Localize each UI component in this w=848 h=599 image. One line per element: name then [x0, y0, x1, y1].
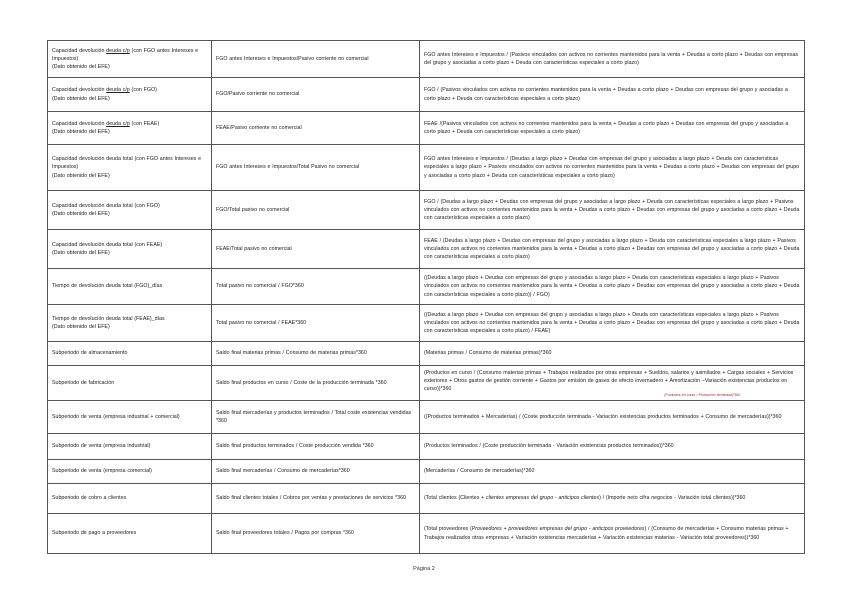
formula-cell [420, 191, 805, 230]
formula-cell [420, 230, 805, 269]
table-row [48, 230, 805, 269]
indicator-name-cell [48, 269, 212, 305]
indicator-name: Capacidad devolución deuda total (con FGO antes Intereses e Impuestos) [52, 156, 202, 171]
data-source-note: (Dato obtenido del EFE) [52, 250, 110, 256]
indicator-name-cell [48, 305, 212, 342]
formula-cell [420, 366, 805, 401]
table-row [48, 342, 805, 366]
indicator-name-cell [48, 112, 212, 145]
definition-cell: Total pasivo no comercial / FGO*360 [212, 269, 420, 305]
formula-text: ((Productos terminados + Mercaderías) / (Coste producción terminada - Variación existencias productos terminados + Consumo de mercaderías))*360 [424, 413, 782, 420]
formula-cell [420, 145, 805, 191]
formula-cell [420, 78, 805, 112]
formula-cell [420, 484, 805, 514]
indicator-name-underlined: deuda c/p [106, 120, 130, 127]
indicator-name: Tiempo de devolución deuda total (FGO)_días [52, 283, 163, 290]
indicator-name-cell [48, 366, 212, 401]
indicator-name: Capacidad devolución [52, 120, 107, 127]
indicator-name-cell [48, 41, 212, 78]
definition-cell: Saldo final clientes totales / Cobros por ventas y prestaciones de servicios *360 [212, 484, 420, 514]
indicator-name-cell [48, 145, 212, 191]
definition-cell: Saldo final productos terminados / Coste producción vendida *360 [212, 434, 420, 460]
formula-text: (Total clientes (Clientes + [424, 495, 486, 502]
indicator-name-cell [48, 78, 212, 112]
data-source-note: (Dato obtenido del EFE) [52, 324, 110, 330]
formula-text: ((Deudas a largo plazo + Deudas con empresas del grupo y asociadas a largo plazo + Deuda con características especiales a largo plazo + Pasivos vinculados con activos no corrientes mantenidos para la venta + Deudas a corto plazo + Deudas con empresas del grupo y asociadas a corto plazo + Deuda con características especiales a corto plazo)) / FGO) [424, 275, 800, 298]
indicator-name-cell [48, 514, 212, 554]
formula-text: FEAE /(Pasivos vinculados con activos no corrientes mantenidos para la venta + Deudas a corto plazo + Deudas con empresas del grupo y asociadas a corto plazo + Deuda con características especiales a corto plazo) [424, 120, 789, 135]
definition-cell: FEAE/Total pasivo no comercial [212, 230, 420, 269]
definition-cell: Saldo final mercaderías y productos terminados / Total coste existencias vendidas *360 [212, 401, 420, 434]
formula-cell [420, 305, 805, 342]
table-row [48, 514, 805, 554]
indicator-name-underlined: deuda c/p [106, 47, 130, 54]
indicator-name-cell [48, 342, 212, 366]
definition-cell: FGO antes Intereses e Impuestos/Total Pasivo no comercial [212, 145, 420, 191]
table-row [48, 269, 805, 305]
data-source-note: (Dato obtenido del EFE) [52, 129, 110, 135]
indicator-name: Subperiodo de venta (empresa comercial) [52, 468, 152, 475]
formula-cell [420, 269, 805, 305]
formula-text: FEAE / (Deudas a largo plazo + Deudas con empresas del grupo y asociadas a largo plazo + Deuda con características especiales a largo plazo + Pasivos vinculados con activos no corrientes mantenidos para la venta + Deudas a corto plazo + Deudas con empresas del grupo y asociadas a corto plazo + Deuda con características especiales a corto plazo) [424, 237, 800, 261]
indicator-name-cell [48, 191, 212, 230]
formula-text: (Mercaderías / Consumo de mercaderías)*360 [424, 468, 535, 475]
formula-text: (Productos en curso / (Consumo materias primas + Trabajos realizados por otras empresas + Sueldos, salarios y asimilados + Cargas sociales + Servicios exteriores + Otros gastos de gestión corriente + Gastos por emisión de gases de efecto invernadero + Amortización –Variación existencias productos en curso))*360 [424, 369, 794, 393]
formula-cell [420, 434, 805, 460]
formula-text: FGO / (Deudas a largo plazo + Deudas con empresas del grupo y asociadas a largo plazo + Deuda con características especiales a largo plazo + Pasivos vinculados con activos no corrientes mantenidos para la venta + Deudas a corto plazo + Deudas con empresas del grupo y asociadas a corto plazo + Deuda con características especiales a corto plazo) [424, 198, 800, 222]
formula-italic-part: Proveedores + proveedores empresas del grupo - anticipos proveedores [471, 526, 645, 533]
table-row [48, 191, 805, 230]
formula-cell [420, 514, 805, 554]
formula-text: FGO antes Intereses e Impuestos / (Deudas a largo plazo + Deudas con empresas del grupo y asociadas a largo plazo + Deuda con características especiales a largo plazo + Pasivos vinculados con activos no corrientes mantenidos para la venta + Deudas a corto plazo + Deudas con empresas del grupo y asociadas a corto plazo + Deuda con características especiales a corto plazo) [424, 156, 800, 179]
indicator-name-cell [48, 484, 212, 514]
formula-text: FGO / (Pasivos vinculados con activos no corrientes mantenidos para la venta + Deudas a corto plazo + Deudas con empresas del grupo y asociadas a corto plazo + Deuda con características especiales a corto plazo) [424, 87, 788, 102]
indicator-name-cell [48, 401, 212, 434]
definition-cell: Saldo final proveedores totales / Pagos por compras *360 [212, 514, 420, 554]
definition-cell: FEAE/Pasivo corriente no comercial [212, 112, 420, 145]
table-row [48, 366, 805, 401]
formula-text: (Productos terminados / (Coste producción terminada - Variación existencias productos terminados))*360 [424, 443, 674, 450]
table-row [48, 401, 805, 434]
indicator-name: Subperiodo de venta (empresa industrial) [52, 443, 151, 450]
formula-text: (Materias primas / Consumo de materias primas)*360 [424, 350, 552, 357]
data-source-note: (Dato obtenido del EFE) [52, 95, 110, 102]
formula-text: (Total proveedores ( [424, 526, 472, 533]
data-source-note: (Dato obtenido del EFE) [52, 172, 110, 179]
indicator-name: Tiempo de devolución deuda total (FEAE)_días [52, 315, 165, 322]
indicator-name: Subperiodo de pago a proveedores [52, 530, 137, 537]
formula-text: ) / (Consumo de mercaderías + Consumo materias primas + Trabajos realizados otras empresas + Variación existencias mercaderías + Variación existencias materias - Variación total proveedores))*360 [424, 526, 789, 541]
formula-text: ) / (Importe neto cifra negocios - Variación total clientes))*360 [599, 495, 746, 502]
table-row [48, 41, 805, 78]
indicator-name: Subperiodo de cobro a clientes [52, 495, 127, 502]
formula-annotation: (Productos en curso / Producción terminada)*360 [664, 392, 740, 397]
definition-cell: Total pasivo no comercial / FEAE*360 [212, 305, 420, 342]
formula-text: ((Deudas a largo plazo + Deudas con empresas del grupo y asociadas a largo plazo + Deuda con características especiales a largo plazo + Pasivos vinculados con activos no corrientes mantenidos para la venta + Deudas a corto plazo + Deudas con empresas del grupo y asociadas a corto plazo + Deuda con características especiales a corto plazo) / FEAE) [424, 311, 800, 335]
table-row [48, 434, 805, 460]
definition-cell: FGO antes Intereses e Impuestos/Pasivo corriente no comercial [212, 41, 420, 78]
indicator-name-suffix: (con FGO antes Intereses e Impuestos) [52, 47, 199, 62]
indicator-name: Subperiodo de venta (empresa industrial + comercial) [52, 413, 180, 420]
table-row [48, 484, 805, 514]
indicator-name-cell [48, 434, 212, 460]
table-row [48, 78, 805, 112]
formula-cell [420, 112, 805, 145]
formula-cell [420, 460, 805, 484]
indicator-name: Capacidad devolución deuda total (con FGO) [52, 202, 160, 209]
table-row [48, 305, 805, 342]
table-row [48, 112, 805, 145]
formula-italic-part: clientes empresas del grupo - anticipos clientes [486, 495, 600, 502]
indicator-name-cell [48, 230, 212, 269]
formula-cell [420, 342, 805, 366]
definition-cell: Saldo final materias primas / Consumo de materias primas*360 [212, 342, 420, 366]
indicator-name-cell [48, 460, 212, 484]
indicator-name: Subperiodo de fabricación [52, 379, 115, 386]
definition-cell: Saldo final productos en curso / Coste de la producción terminada *360 [212, 366, 420, 401]
formula-text: FGO antes Intereses e Impuestos / (Pasivos vinculados con activos no corrientes mantenidos para la venta + Deudas a corto plazo + Deudas con empresas del grupo y asociadas a corto plazo + Deuda con características especiales a corto plazo) [424, 51, 799, 66]
ratios-table [47, 40, 805, 554]
page-number: Página 2 [413, 566, 435, 572]
definition-cell: Saldo final mercaderías / Consumo de mercaderías*360 [212, 460, 420, 484]
indicator-name: Capacidad devolución [52, 47, 107, 54]
data-source-note: (Dato obtenido del EFE) [52, 64, 110, 71]
formula-cell [420, 41, 805, 78]
table-row [48, 145, 805, 191]
indicator-name: Subperiodo de almacenamiento [52, 350, 128, 357]
indicator-name-underlined: deuda c/p [106, 87, 130, 94]
indicator-name-suffix: (con FEAE) [129, 120, 160, 127]
definition-cell: FGO/Pasivo corriente no comercial [212, 78, 420, 112]
definition-cell: FGO/Total pasivo no comercial [212, 191, 420, 230]
indicator-name-suffix: (con FGO) [129, 87, 157, 94]
formula-cell [420, 401, 805, 434]
indicator-name: Capacidad devolución [52, 87, 107, 94]
data-source-note: (Dato obtenido del EFE) [52, 211, 110, 217]
table-row [48, 460, 805, 484]
indicator-name: Capacidad devolución deuda total (con FEAE) [52, 241, 163, 248]
